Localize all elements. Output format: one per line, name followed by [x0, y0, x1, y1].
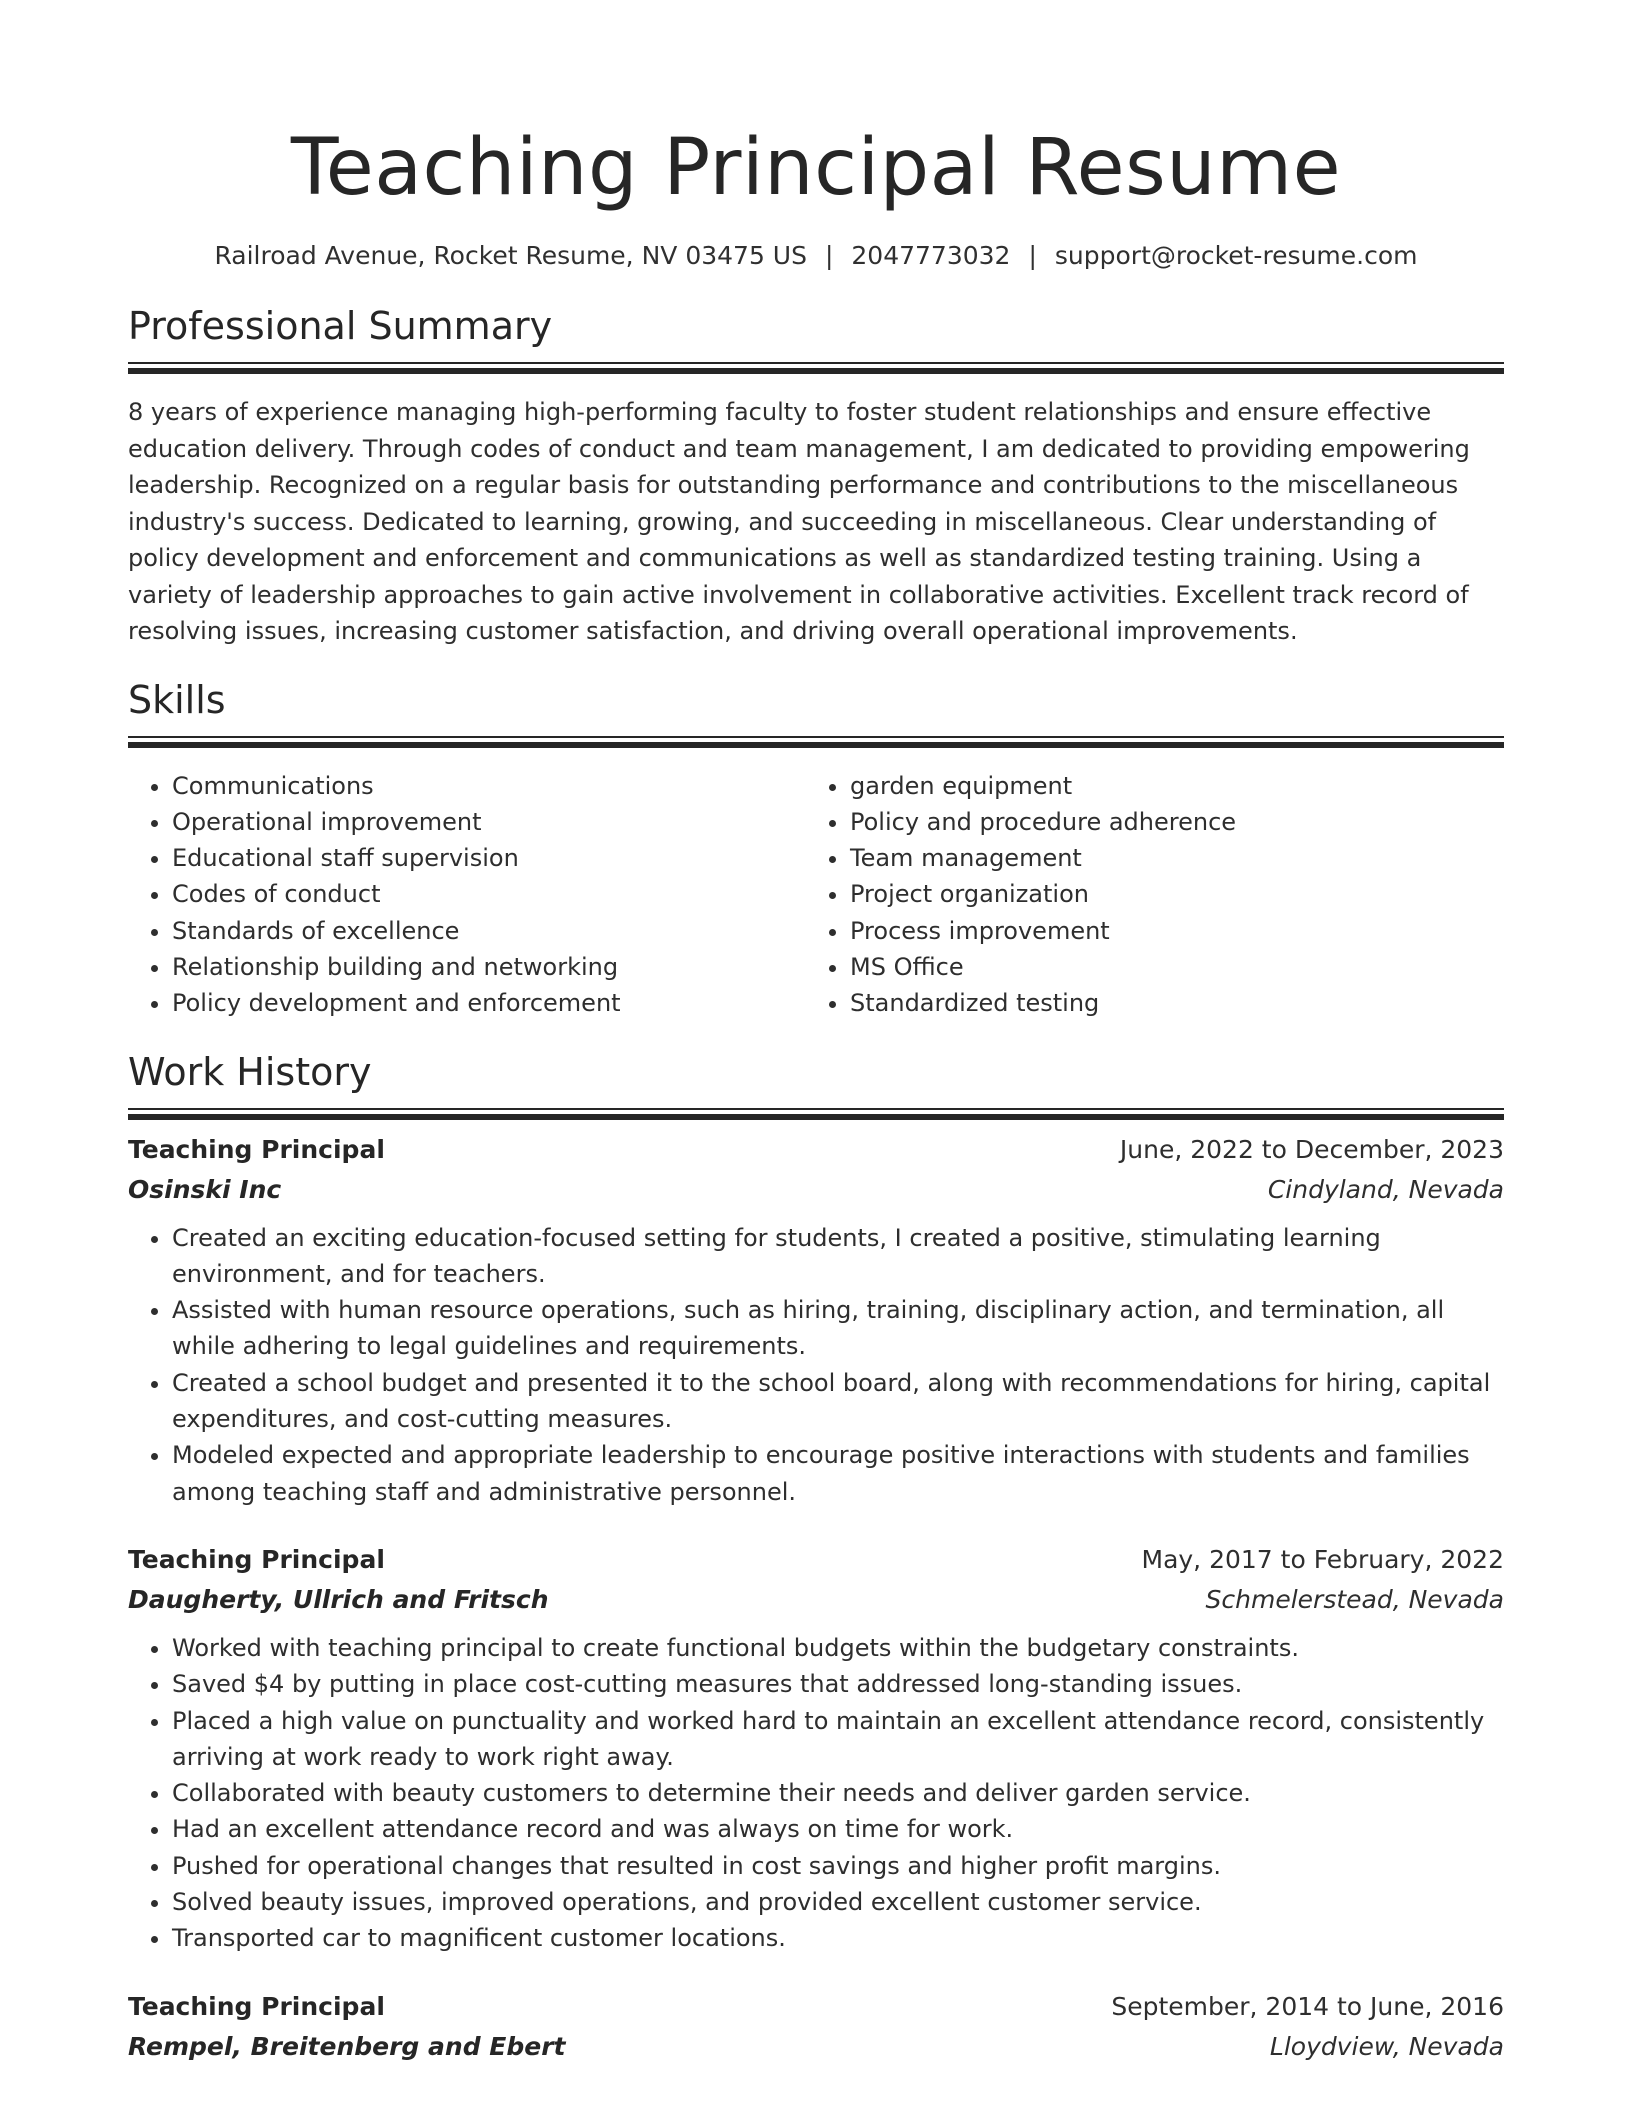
skill-item: • Standardized testing	[850, 985, 1484, 1021]
contact-phone: 2047773032	[851, 241, 1011, 270]
section-heading-skills: Skills	[128, 677, 226, 722]
job-bullet: • Modeled expected and appropriate leadership to encourage positive interactions with students and families among teaching staff and administrative personnel.	[172, 1437, 1504, 1510]
job-company: Daugherty, Ullrich and Fritsch	[128, 1584, 549, 1614]
contact-line	[128, 238, 1504, 274]
skill-item: • garden equipment	[850, 768, 1484, 804]
skill-item: • Communications	[172, 768, 806, 804]
job-entry	[128, 1540, 1504, 1957]
job-bullet: • Created a school budget and presented it to the school board, along with recommendations for hiring, capital expenditures, and cost-cutting measures.	[172, 1365, 1504, 1438]
section-heading-summary: Professional Summary	[128, 304, 553, 348]
skill-item: • MS Office	[850, 949, 1484, 985]
contact-separator: |	[824, 241, 834, 270]
section-divider	[128, 1108, 1504, 1110]
job-company: Osinski Inc	[128, 1174, 282, 1204]
resume-title: Teaching Principal Resume	[290, 123, 1342, 213]
skill-item: • Codes of conduct	[172, 876, 806, 912]
skill-item: • Standards of excellence	[172, 913, 806, 949]
job-bullets	[128, 1630, 1504, 1957]
summary-section	[128, 302, 1504, 650]
job-header	[128, 1130, 1504, 1170]
job-bullet: • Pushed for operational changes that resulted in cost savings and higher profit margins.	[172, 1848, 1504, 1884]
skill-item: • Policy development and enforcement	[172, 985, 806, 1021]
job-title: Teaching Principal	[128, 1134, 385, 1164]
skills-list-left	[128, 768, 806, 1022]
section-divider	[128, 736, 1504, 738]
section-divider	[128, 362, 1504, 364]
job-header	[128, 1987, 1504, 2027]
skill-item: • Relationship building and networking	[172, 949, 806, 985]
job-bullets	[128, 1220, 1504, 1510]
job-bullet: • Transported car to magnificent customer locations.	[172, 1920, 1504, 1956]
skill-item: • Project organization	[850, 876, 1484, 912]
job-bullet: • Had an excellent attendance record and was always on time for work.	[172, 1811, 1504, 1847]
work-history-section	[128, 1048, 1504, 2067]
job-title: Teaching Principal	[128, 1991, 385, 2021]
job-bullet: • Placed a high value on punctuality and worked hard to maintain an excellent attendance record, consistently arriving at work ready to work right away.	[172, 1703, 1504, 1776]
job-subheader	[128, 1170, 1504, 1210]
job-bullet: • Solved beauty issues, improved operations, and provided excellent customer service.	[172, 1884, 1504, 1920]
section-heading-work-history: Work History	[128, 1049, 372, 1094]
skill-item: • Operational improvement	[172, 804, 806, 840]
contact-separator: |	[1028, 241, 1037, 270]
job-bullet: • Saved $4 by putting in place cost-cutting measures that addressed long-standing issues.	[172, 1666, 1504, 1702]
job-subheader	[128, 1580, 1504, 1620]
job-dates: June, 2022 to December, 2023	[1119, 1134, 1504, 1164]
contact-email: support@rocket-resume.com	[1054, 241, 1418, 270]
job-company: Rempel, Breitenberg and Ebert	[128, 2031, 566, 2061]
skill-item: • Policy and procedure adherence	[850, 804, 1484, 840]
skill-item: • Process improvement	[850, 913, 1484, 949]
skills-list-right	[806, 768, 1484, 1022]
job-title: Teaching Principal	[128, 1544, 385, 1574]
resume-page	[128, 0, 1504, 2067]
summary-text: 8 years of experience managing high-performing faculty to foster student relationships and ensure effective education delivery. Through codes of conduct and team management, I am dedicated to providing empowering leadership. Recognized on a regular basis for outstanding performance and contributions to the miscellaneous industry's success. Dedicated to learning, growing, and succeeding in miscellaneous. Clear understanding of policy development and enforcement and communications as well as standardized testing training. Using a variety of leadership approaches to gain active involvement in collaborative activities. Excellent track record of resolving issues, increasing customer satisfaction, and driving overall operational improvements.	[128, 398, 1470, 645]
skill-item: • Educational staff supervision	[172, 840, 806, 876]
contact-address: Railroad Avenue, Rocket Resume, NV 03475 US	[214, 241, 807, 270]
job-dates: May, 2017 to February, 2022	[1141, 1544, 1504, 1574]
job-location: Schmelerstead, Nevada	[1205, 1584, 1504, 1614]
job-bullet: • Worked with teaching principal to create functional budgets within the budgetary constraints.	[172, 1630, 1504, 1666]
skills-columns	[128, 768, 1504, 1022]
job-bullet: • Created an exciting education-focused setting for students, I created a positive, stimulating learning environment, and for teachers.	[172, 1220, 1504, 1293]
job-entry	[128, 1987, 1504, 2067]
job-dates: September, 2014 to June, 2016	[1111, 1991, 1504, 2021]
job-bullet: • Collaborated with beauty customers to determine their needs and deliver garden service.	[172, 1775, 1504, 1811]
skills-section	[128, 676, 1504, 1022]
job-location: Lloydview, Nevada	[1269, 2031, 1504, 2061]
job-location: Cindyland, Nevada	[1267, 1174, 1504, 1204]
skill-item: • Team management	[850, 840, 1484, 876]
job-entry	[128, 1130, 1504, 1510]
job-bullet: • Assisted with human resource operations, such as hiring, training, disciplinary action, and termination, all while adhering to legal guidelines and requirements.	[172, 1292, 1504, 1365]
job-header	[128, 1540, 1504, 1580]
job-subheader	[128, 2027, 1504, 2067]
